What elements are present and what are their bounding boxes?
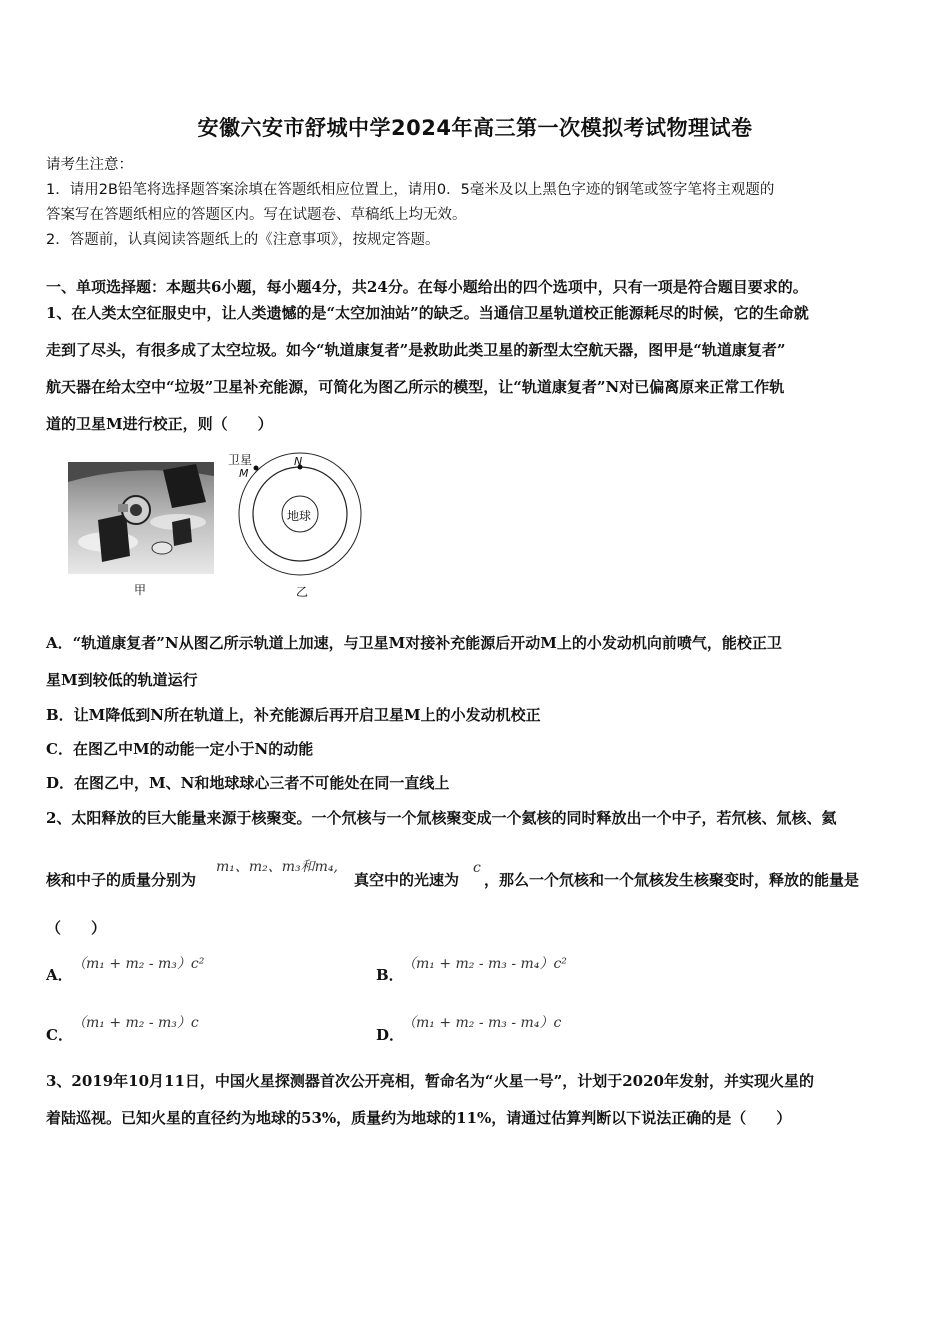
q1-option-a-cont: 星M到较低的轨道运行 <box>46 671 198 689</box>
q2-line-1: 2、太阳释放的巨大能量来源于核聚变。一个氘核与一个氚核聚变成一个氦核的同时释放出一个中子，若氘核、氚核、氦 <box>46 809 837 827</box>
q1-line-4: 道的卫星M进行校正，则（ ） <box>46 415 273 433</box>
q1-option-a: A．“轨道康复者”N从图乙所示轨道上加速，与卫星M对接补充能源后开动M上的小发动机向前喷气，能校正卫 <box>46 634 782 652</box>
q1-option-d: D．在图乙中，M、N和地球球心三者不可能处在同一直线上 <box>46 774 450 792</box>
figure-satellite-label: 卫星 <box>228 453 253 467</box>
q2-line-2-mid: 真空中的光速为 <box>354 871 460 889</box>
q1-line-3: 航天器在给太空中“垃圾”卫星补充能源，可简化为图乙所示的模型，让“轨道康复者”N对已偏离原来正常工作轨 <box>46 378 785 396</box>
q1-line-1: 1、在人类太空征服史中，让人类遗憾的是“太空加油站”的缺乏。当通信卫星轨道校正能源耗尽的时候，它的生命就 <box>46 304 809 322</box>
figure-earth-label: 地球 <box>287 509 312 523</box>
q2-line-2-end: ，那么一个氘核和一个氚核发生核聚变时，释放的能量是 <box>484 871 860 889</box>
q3-line-2: 着陆巡视。已知火星的直径约为地球的53%，质量约为地球的11%，请通过估算判断以下说法正确的是（ ） <box>46 1109 792 1127</box>
notice-item-1-cont: 答案写在答题纸相应的答题区内。写在试题卷、草稿纸上均无效。 <box>46 207 467 223</box>
notice-item-1: 1．请用2B铅笔将选择题答案涂填在答题纸相应位置上，请用0．5毫米及以上黑色字迹的钢笔或签字笔将主观题的 <box>46 182 775 198</box>
q2-option-b-formula: （m₁ + m₂ - m₃ - m₄）c² <box>402 956 567 972</box>
figure-yi-caption: 乙 <box>296 585 309 599</box>
notice-heading: 请考生注意： <box>46 157 133 173</box>
q2-light-speed-symbol: c <box>473 860 481 876</box>
satellite-m-dot <box>254 466 259 471</box>
q2-option-b-label: B． <box>376 966 404 984</box>
figure-jia-photo <box>68 462 214 574</box>
figure-jia-caption: 甲 <box>134 583 147 597</box>
document-title: 安徽六安市舒城中学2024年高三第一次模拟考试物理试卷 <box>197 116 753 140</box>
q2-option-d-formula: （m₁ + m₂ - m₃ - m₄）c <box>402 1015 562 1031</box>
q2-line-2-start: 核和中子的质量分别为 <box>46 871 197 889</box>
q1-option-c: C．在图乙中M的动能一定小于N的动能 <box>46 740 314 758</box>
q2-option-c-formula: （m₁ + m₂ - m₃）c <box>72 1015 199 1031</box>
q2-option-c-label: C． <box>46 1026 73 1044</box>
q3-line-1: 3、2019年10月11日，中国火星探测器首次公开亮相，暂命名为“火星一号”，计划于2020年发射，并实现火星的 <box>46 1072 814 1090</box>
q2-answer-paren: （ ） <box>46 919 107 937</box>
q1-option-b: B．让M降低到N所在轨道上，补充能源后再开启卫星M上的小发动机校正 <box>46 706 541 724</box>
q2-mass-symbols: m₁、m₂、m₃和m₄, <box>216 859 339 875</box>
notice-item-2: 2．答题前，认真阅读答题纸上的《注意事项》，按规定答题。 <box>46 232 440 248</box>
section-heading: 一、单项选择题：本题共6小题，每小题4分，共24分。在每小题给出的四个选项中，只有一项是符合题目要求的。 <box>46 278 808 296</box>
q1-line-2: 走到了尽头，有很多成了太空垃圾。如今“轨道康复者”是救助此类卫星的新型太空航天器，图甲是“轨道康复者” <box>46 341 786 359</box>
q2-option-a-label: A． <box>46 966 73 984</box>
figure-n-label: N <box>294 455 303 468</box>
q2-option-d-label: D． <box>376 1026 405 1044</box>
q2-option-a-formula: （m₁ + m₂ - m₃）c² <box>72 956 205 972</box>
figure-m-label: M <box>239 467 249 480</box>
